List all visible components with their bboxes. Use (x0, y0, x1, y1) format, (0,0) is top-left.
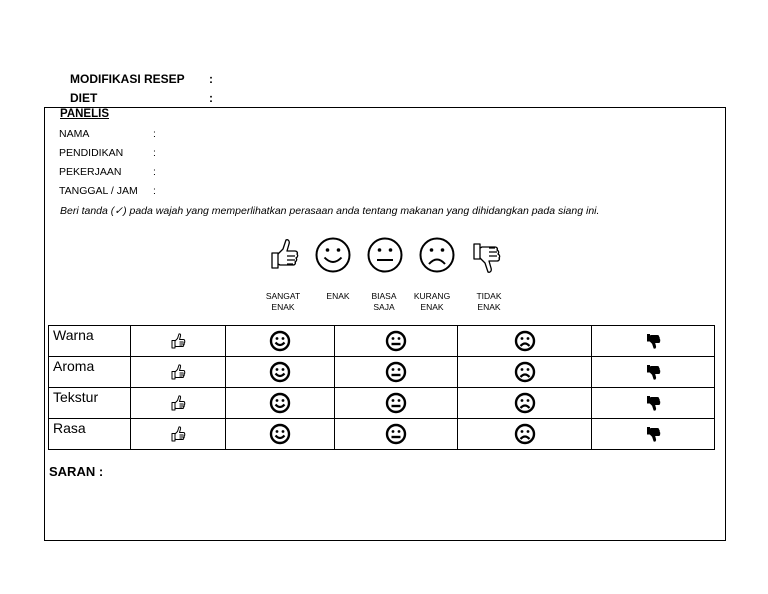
scale-label-line2: SAJA (373, 302, 395, 312)
table-row (49, 326, 715, 357)
frown-face-icon (514, 423, 536, 445)
row-label: Rasa (49, 419, 131, 450)
field-nama-colon: : (153, 128, 156, 140)
field-tanggal-colon: : (153, 185, 156, 197)
thumbs-up-icon (170, 394, 186, 412)
field-pekerjaan-colon: : (153, 166, 156, 178)
field-nama-label: NAMA (59, 128, 90, 140)
thumbs-down-icon (645, 363, 661, 381)
thumbs-down-icon (645, 425, 661, 443)
smiley-face-icon (269, 361, 291, 383)
frown-face-icon (418, 236, 456, 274)
thumbs-down-icon (470, 240, 502, 276)
field-pendidikan-label: PENDIDIKAN (59, 147, 124, 159)
smiley-face-icon (269, 330, 291, 352)
rating-cell[interactable] (131, 388, 226, 419)
rating-cell[interactable] (335, 326, 458, 357)
scale-label-sangat-enak (259, 291, 307, 313)
thumbs-down-icon (645, 332, 661, 350)
scale-label-line1: BIASA (371, 291, 397, 301)
scale-label-kurang-enak (412, 291, 452, 313)
rating-cell[interactable] (226, 419, 335, 450)
thumbs-up-icon (268, 236, 300, 272)
field-tanggal-label: TANGGAL / JAM (59, 185, 138, 197)
modifikasi-resep-colon: : (209, 72, 213, 86)
field-pekerjaan-label: PEKERJAAN (59, 166, 122, 178)
rating-cell[interactable] (335, 419, 458, 450)
thumbs-down-icon (645, 394, 661, 412)
rating-cell[interactable] (458, 419, 592, 450)
smiley-face-icon (314, 236, 352, 274)
diet-label: DIET (70, 91, 98, 105)
instruction-text: Beri tanda (✓) pada wajah yang memperlihatkan perasaan anda tentang makanan yang dihidangkan pada siang ini. (60, 205, 600, 217)
row-label: Aroma (49, 357, 131, 388)
rating-cell[interactable] (335, 388, 458, 419)
rating-cell[interactable] (592, 357, 715, 388)
panelis-title: PANELIS (60, 108, 109, 120)
diet-colon: : (209, 91, 213, 105)
rating-cell[interactable] (131, 419, 226, 450)
neutral-face-icon (385, 392, 407, 414)
rating-cell[interactable] (592, 326, 715, 357)
saran-label: SARAN : (49, 464, 104, 479)
scale-label-enak (316, 291, 360, 302)
recipe-header (70, 72, 230, 106)
row-label: Warna (49, 326, 131, 357)
table-row (49, 357, 715, 388)
frown-face-icon (514, 330, 536, 352)
table-row (49, 388, 715, 419)
rating-cell[interactable] (131, 357, 226, 388)
form-frame (44, 107, 726, 541)
rating-cell[interactable] (131, 326, 226, 357)
neutral-face-icon (385, 423, 407, 445)
rating-cell[interactable] (226, 357, 335, 388)
rating-cell[interactable] (592, 419, 715, 450)
scale-label-line2: ENAK (420, 302, 444, 312)
neutral-face-icon (366, 236, 404, 274)
smiley-face-icon (269, 392, 291, 414)
rating-cell[interactable] (335, 357, 458, 388)
neutral-face-icon (385, 361, 407, 383)
scale-label-biasa-saja (362, 291, 406, 313)
scale-label-line1: ENAK (326, 291, 350, 301)
thumbs-up-icon (170, 363, 186, 381)
neutral-face-icon (385, 330, 407, 352)
frown-face-icon (514, 361, 536, 383)
rating-cell[interactable] (226, 388, 335, 419)
rating-cell[interactable] (592, 388, 715, 419)
frown-face-icon (514, 392, 536, 414)
rating-cell[interactable] (458, 357, 592, 388)
table-row (49, 419, 715, 450)
modifikasi-resep-label: MODIFIKASI RESEP (70, 72, 185, 86)
rating-table (48, 325, 715, 450)
rating-cell[interactable] (226, 326, 335, 357)
rating-cell[interactable] (458, 326, 592, 357)
thumbs-up-icon (170, 332, 186, 350)
scale-label-tidak-enak (469, 291, 509, 313)
scale-label-line2: ENAK (271, 302, 295, 312)
scale-label-line1: TIDAK (476, 291, 502, 301)
rating-cell[interactable] (458, 388, 592, 419)
row-label: Tekstur (49, 388, 131, 419)
scale-label-line1: KURANG (413, 291, 451, 301)
scale-label-line2: ENAK (477, 302, 501, 312)
scale-label-line1: SANGAT (265, 291, 301, 301)
field-pendidikan-colon: : (153, 147, 156, 159)
thumbs-up-icon (170, 425, 186, 443)
smiley-face-icon (269, 423, 291, 445)
